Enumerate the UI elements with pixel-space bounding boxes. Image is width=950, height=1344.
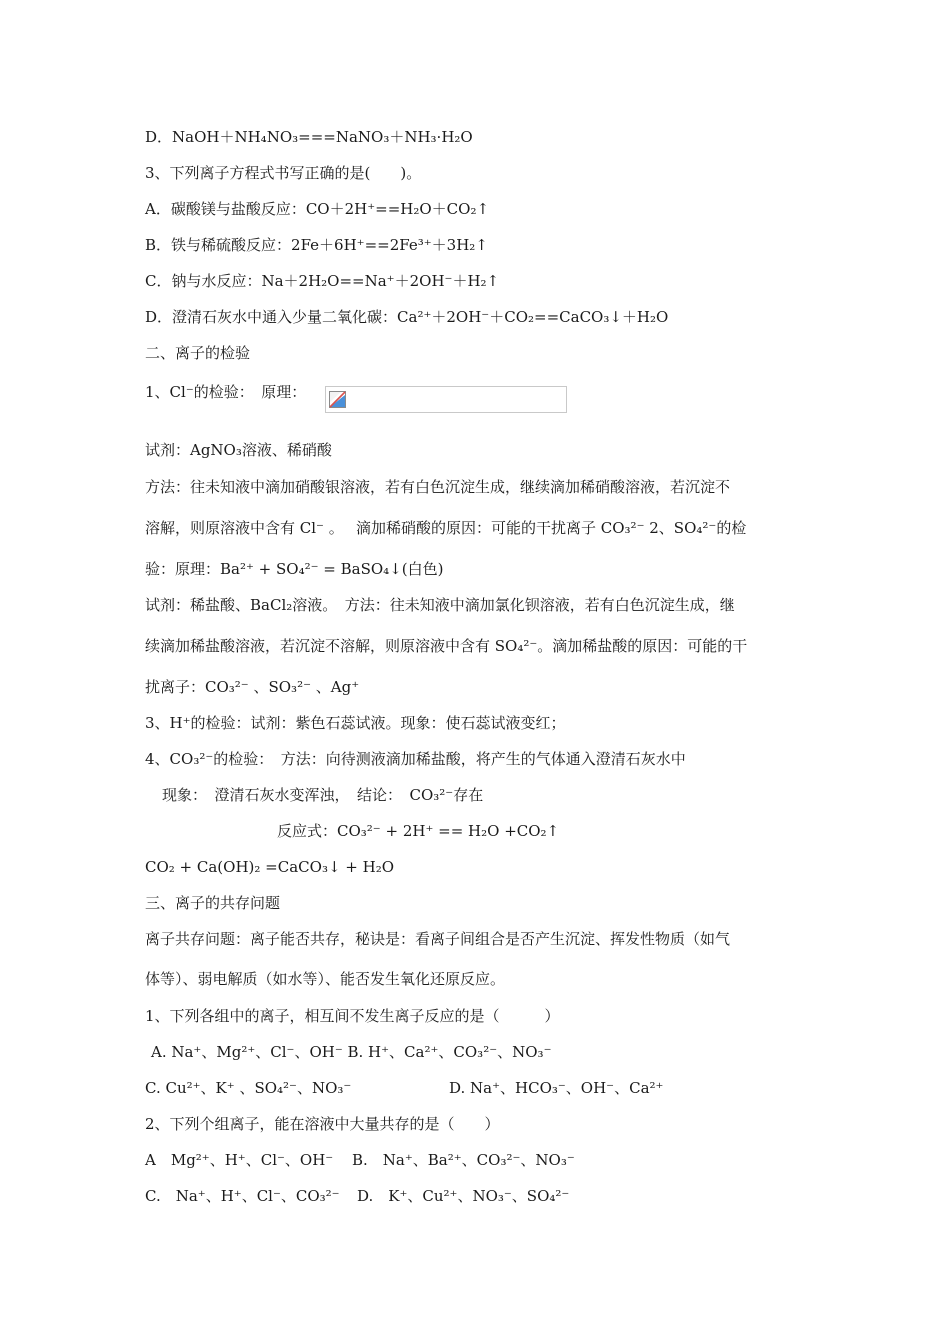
- section-heading-2: 二、离子的检验: [145, 344, 251, 362]
- coexist-line-2: 体等）、弱电解质（如水等）、能否发生氧化还原反应。: [145, 970, 506, 988]
- broken-image-icon: [329, 391, 346, 408]
- phenomenon-line: 现象： 澄清石灰水变浑浊， 结论： CO₃²⁻存在: [162, 786, 484, 804]
- option-d-naoh: D．NaOH＋NH₄NO₃===NaNO₃＋NH₃·H₂O: [145, 128, 473, 146]
- reagent-line: 试剂：AgNO₃溶液、稀硝酸: [145, 441, 332, 459]
- embedded-image-frame: [325, 386, 567, 413]
- q2-option-a: A Mg²⁺、H⁺、Cl⁻、OH⁻: [145, 1151, 334, 1169]
- co3-test-line: 4、CO₃²⁻的检验： 方法：向待测液滴加稀盐酸，将产生的气体通入澄清石灰水中: [145, 750, 686, 768]
- question-2: 2、下列个组离子，能在溶液中大量共存的是（ ）: [145, 1115, 500, 1133]
- q2-option-d: D. K⁺、Cu²⁺、NO₃⁻、SO₄²⁻: [357, 1187, 570, 1205]
- option-a: A．碳酸镁与盐酸反应：CO＋2H⁺==H₂O＋CO₂↑: [145, 200, 490, 218]
- method-cont-line: 续滴加稀盐酸溶液，若沉淀不溶解，则原溶液中含有 SO₄²⁻。滴加稀盐酸的原因：可能的干: [145, 637, 748, 655]
- interfering-ions: 扰离子：CO₃²⁻ 、SO₃²⁻ 、Ag⁺: [145, 678, 360, 696]
- coexist-line-1: 离子共存问题：离子能否共存，秘诀是：看离子间组合是否产生沉淀、挥发性物质（如气: [145, 930, 731, 948]
- option-c: C．钠与水反应：Na＋2H₂O==Na⁺＋2OH⁻＋H₂↑: [145, 272, 500, 290]
- q1-options-ab: A. Na⁺、Mg²⁺、Cl⁻、OH⁻ B. H⁺、Ca²⁺、CO₃²⁻、NO₃⁻: [151, 1043, 552, 1061]
- reagent-method-line: 试剂：稀盐酸、BaCl₂溶液。 方法：往未知液中滴加氯化钡溶液，若有白色沉淀生成，继: [145, 596, 735, 614]
- question-3: 3、下列离子方程式书写正确的是( )。: [145, 164, 422, 182]
- co2-reaction-line: CO₂ + Ca(OH)₂ =CaCO₃↓ + H₂O: [145, 858, 395, 876]
- method-line-2: 溶解，则原溶液中含有 Cl⁻ 。 滴加稀硝酸的原因：可能的干扰离子 CO₃²⁻ 2、SO₄²⁻的检: [145, 519, 747, 537]
- option-d: D．澄清石灰水中通入少量二氧化碳：Ca²⁺＋2OH⁻＋CO₂==CaCO₃↓＋H₂O: [145, 308, 669, 326]
- cl-test-heading: 1、Cl⁻的检验： 原理：: [145, 383, 307, 401]
- question-1: 1、下列各组中的离子，相互间不发生离子反应的是（ ）: [145, 1007, 560, 1025]
- method-line-1: 方法：往未知液中滴加硝酸银溶液，若有白色沉淀生成，继续滴加稀硝酸溶液，若沉淀不: [145, 478, 731, 496]
- q1-option-c: C. Cu²⁺、K⁺ 、SO₄²⁻、NO₃⁻: [145, 1079, 352, 1097]
- q2-option-c: C. Na⁺、H⁺、Cl⁻、CO₃²⁻: [145, 1187, 340, 1205]
- principle-line: 验：原理：Ba²⁺ + SO₄²⁻ = BaSO₄↓(白色): [145, 560, 444, 578]
- q1-option-d: D. Na⁺、HCO₃⁻、OH⁻、Ca²⁺: [449, 1079, 664, 1097]
- reaction-line: 反应式：CO₃²⁻ + 2H⁺ == H₂O +CO₂↑: [277, 822, 560, 840]
- q2-option-b: B. Na⁺、Ba²⁺、CO₃²⁻、NO₃⁻: [352, 1151, 575, 1169]
- h-test-line: 3、H⁺的检验：试剂：紫色石蕊试液。现象：使石蕊试液变红；: [145, 714, 566, 732]
- section-heading-3: 三、离子的共存问题: [145, 894, 281, 912]
- option-b: B．铁与稀硫酸反应：2Fe＋6H⁺==2Fe³⁺＋3H₂↑: [145, 236, 488, 254]
